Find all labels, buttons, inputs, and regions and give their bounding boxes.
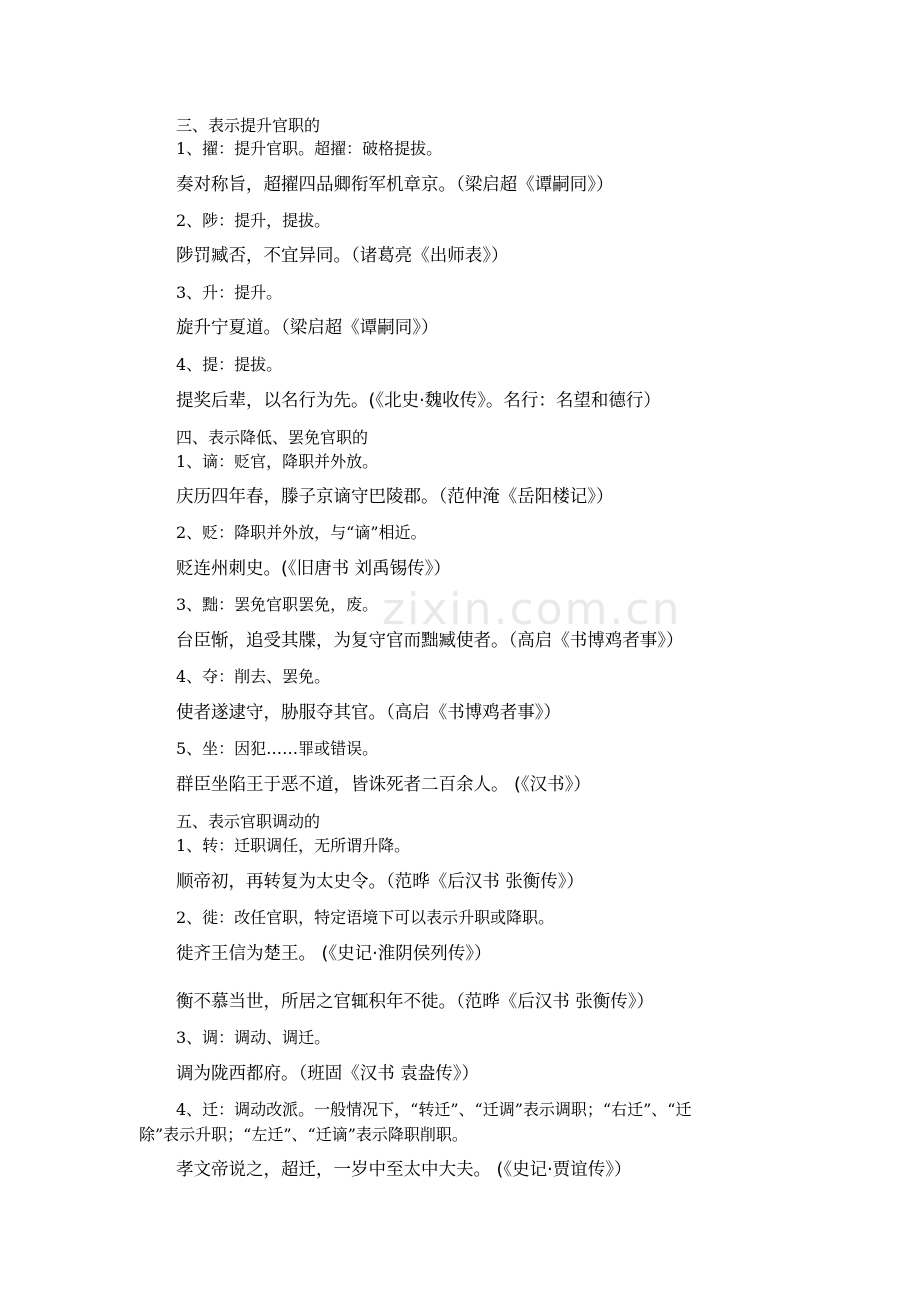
- definition-line: 1、擢：提升官职。超擢：破格提拔。: [176, 139, 443, 158]
- definition-line: 1、转：迁职调任，无所谓升降。: [176, 836, 411, 855]
- section-heading: 五、表示官职调动的: [176, 812, 321, 831]
- definition-line: 3、升：提升。: [176, 283, 283, 302]
- example-sentence: 顺帝初，再转复为太史令。（范晔《后汉书 张衡传》）: [176, 872, 585, 892]
- definition-line: 3、调：调动、调迁。: [176, 1028, 331, 1047]
- definition-line: 除”表示升职；“左迁”、“迁谪”表示降职削职。: [139, 1125, 468, 1144]
- example-sentence: 奏对称旨，超擢四品卿衔军机章京。（梁启超《谭嗣同》）: [176, 175, 614, 195]
- example-sentence: 台臣惭，追受其牒，为复守官而黜臧使者。（高启《书博鸡者事》）: [176, 631, 684, 651]
- section-heading: 三、表示提升官职的: [176, 116, 321, 135]
- example-sentence: 孝文帝说之，超迁，一岁中至太中大夫。 (《史记·贾谊传》）: [176, 1160, 632, 1180]
- definition-line: 2、徙：改任官职，特定语境下可以表示升职或降职。: [176, 908, 555, 927]
- example-sentence: 群臣坐陷王于恶不道，皆诛死者二百余人。 (《汉书》）: [176, 775, 591, 795]
- definition-line: 2、陟：提升，提拔。: [176, 211, 331, 230]
- example-sentence: 调为陇西都府。（班固《汉书 袁盎传》）: [176, 1064, 480, 1084]
- example-sentence: 衡不慕当世，所居之官辄积年不徙。（范晔《后汉书 张衡传》）: [176, 992, 655, 1012]
- example-sentence: 旋升宁夏道。（梁启超《谭嗣同》）: [176, 318, 439, 338]
- definition-line: 3、黜：罢免官职罢免，废。: [176, 595, 379, 614]
- definition-line: 4、迁：调动改派。一般情况下，“转迁”、“迁调”表示调职；“右迁”、“迁: [176, 1100, 692, 1119]
- example-sentence: 使者遂逮守，胁服夺其官。（高启《书博鸡者事》）: [176, 703, 561, 723]
- example-sentence: 陟罚臧否，不宜异同。（诸葛亮《出师表》）: [176, 246, 509, 266]
- definition-line: 2、贬：降职并外放，与“谪”相近。: [176, 523, 427, 542]
- example-sentence: 提奖后辈，以名行为先。(《北史·魏收传》。名行：名望和德行）: [176, 391, 661, 411]
- example-sentence: 徙齐王信为楚王。 (《史记·淮阴侯列传》）: [176, 944, 492, 964]
- watermark: zixin.com.cn: [382, 584, 682, 635]
- definition-line: 4、夺：削去、罢免。: [176, 667, 331, 686]
- definition-line: 4、提：提拔。: [176, 355, 283, 374]
- example-sentence: 庆历四年春，滕子京谪守巴陵郡。（范仲淹《岳阳楼记》）: [176, 487, 614, 507]
- example-sentence: 贬连州刺史。(《旧唐书 刘禹锡传》）: [176, 559, 451, 579]
- definition-line: 1、谪：贬官，降职并外放。: [176, 452, 379, 471]
- definition-line: 5、坐：因犯……罪或错误。: [176, 739, 379, 758]
- section-heading: 四、表示降低、罢免官职的: [176, 428, 369, 447]
